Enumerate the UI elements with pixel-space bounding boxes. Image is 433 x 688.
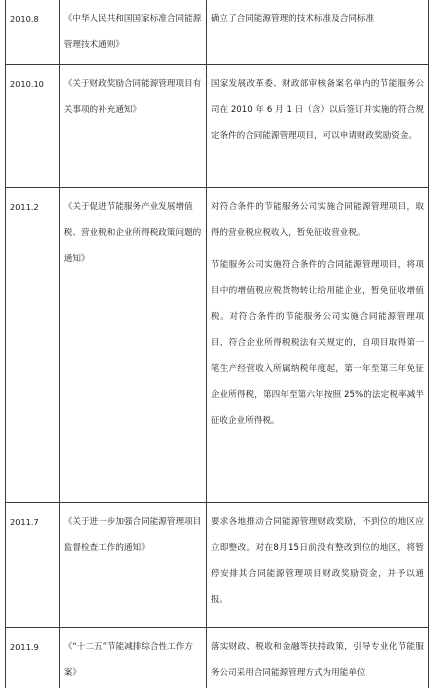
policy-content-cell <box>206 0 428 65</box>
policy-content-paragraph: 确立了合同能源管理的技术标准及合同标准 <box>210 14 375 24</box>
policy-content-cell <box>206 188 428 503</box>
table-row <box>6 503 429 628</box>
document-title: 《中华人民共和国国家标准合同能源管理技术通则》 <box>63 14 202 50</box>
policy-content-paragraph: 国家发展改革委、财政部审核备案名单内的节能服务公司在 2010 年 6 月 1 日（含）以后签订并实施的符合规定条件的合同能源管理项目，可以申请财政奖励资金。 <box>210 79 424 141</box>
row-date: 2011.7 <box>10 517 39 527</box>
document-title-cell <box>59 0 206 65</box>
document-title: 《关于财政奖励合同能源管理项目有关事项的补充通知》 <box>63 79 202 115</box>
row-date: 2010.8 <box>10 14 39 24</box>
table-row <box>6 0 429 65</box>
date-cell <box>6 0 60 65</box>
row-date: 2011.9 <box>10 642 39 652</box>
table-row <box>6 65 429 188</box>
date-cell <box>6 628 60 688</box>
document-title-cell <box>59 628 206 688</box>
document-title-cell <box>59 65 206 188</box>
date-cell <box>6 503 60 628</box>
policy-content-paragraph: 落实财政、税收和金融等扶持政策，引导专业化节能服务公司采用合同能源管理方式为用能单位 <box>210 642 424 678</box>
date-cell <box>6 188 60 503</box>
document-title-cell <box>59 503 206 628</box>
date-cell <box>6 65 60 188</box>
policy-content-cell <box>206 65 428 188</box>
policy-content-paragraph: 节能服务公司实施符合条件的合同能源管理项目，将项目中的增值税应税货物转让给用能企业，暂免征收增值税。对符合条件的节能服务公司实施合同能源管理项目，符合企业所得税税法有关规定的，自项目取得第一笔生产经营收入所属纳税年度起，第一年至第三年免征企业所得税，第四年至第六年按照 25%的法定税率减半征收企业所得税。 <box>210 260 424 426</box>
policy-content-paragraph: 要求各地推动合同能源管理财政奖励，不到位的地区应立即整改。对在8月15日前没有整改到位的地区，将暂停安排其合同能源管理项目财政奖励资金，并予以通报。 <box>210 517 424 605</box>
row-date: 2011.2 <box>10 202 39 212</box>
row-date: 2010.10 <box>10 79 44 89</box>
document-title: 《关于促进节能服务产业发展增值税、营业税和企业所得税政策问题的通知》 <box>63 202 202 264</box>
document-title: 《关于进一步加强合同能源管理项目监督检查工作的通知》 <box>63 517 202 553</box>
policy-timeline-table <box>5 0 429 688</box>
document-title-cell <box>59 188 206 503</box>
table-row <box>6 628 429 688</box>
document-title: 《“十二五”节能减排综合性工作方案》 <box>63 642 193 678</box>
table-row <box>6 188 429 503</box>
policy-content-cell <box>206 628 428 688</box>
policy-content-cell <box>206 503 428 628</box>
policy-content-paragraph: 对符合条件的节能服务公司实施合同能源管理项目，取得的营业税应税收入，暂免征收营业税。 <box>210 202 424 238</box>
